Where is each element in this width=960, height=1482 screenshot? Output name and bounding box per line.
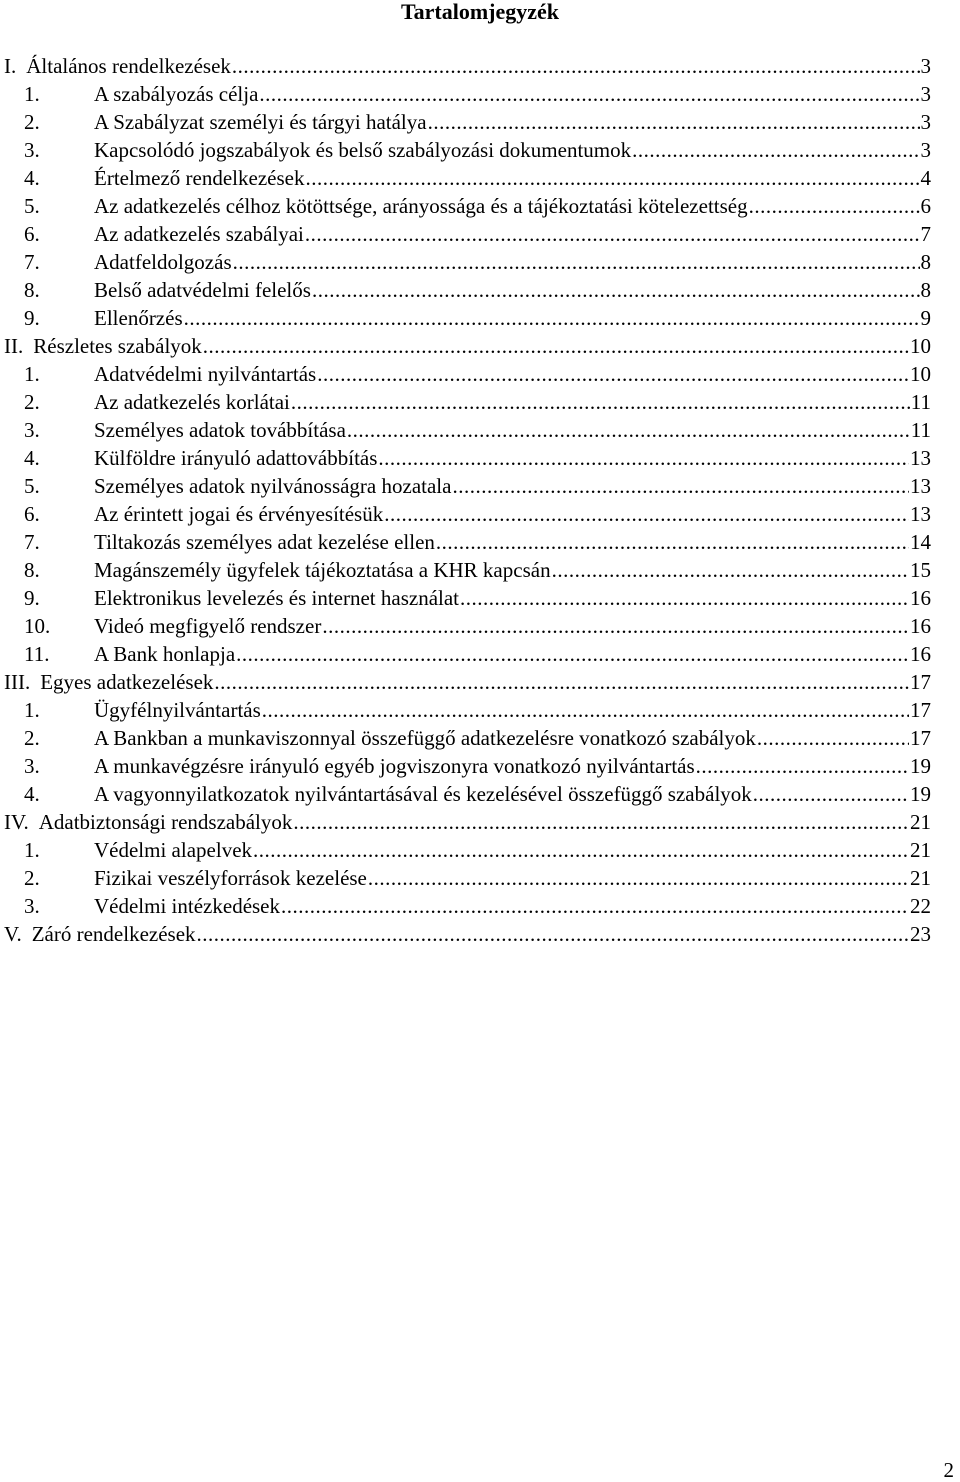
toc-entry-page: 3 — [920, 82, 931, 106]
toc-entry-page: 8 — [920, 250, 931, 274]
toc-leader-dots — [378, 444, 909, 472]
toc-subsection-entry[interactable] — [4, 248, 931, 276]
toc-entry-page: 16 — [910, 642, 931, 666]
toc-entry-page: 19 — [910, 782, 931, 806]
toc-leader-dots — [757, 724, 909, 752]
toc-entry-label: Magánszemély ügyfelek tájékoztatása a KHR kapcsán — [94, 558, 551, 582]
toc-leader-dots — [291, 388, 910, 416]
toc-entry-label: Személyes adatok továbbítása — [94, 418, 346, 442]
toc-entry-label: Az adatkezelés korlátai — [94, 390, 290, 414]
toc-section-entry[interactable] — [4, 808, 931, 836]
toc-entry-page: 13 — [910, 502, 931, 526]
toc-subsection-entry[interactable] — [4, 220, 931, 248]
toc-entry-label: Védelmi alapelvek — [94, 838, 253, 862]
toc-entry-label: Az adatkezelés szabályai — [94, 222, 304, 246]
toc-entry-number: 6. — [24, 222, 40, 246]
toc-entry-number: III. — [4, 670, 31, 694]
toc-entry-page: 21 — [910, 866, 931, 890]
toc-leader-dots — [232, 52, 920, 80]
toc-section-entry[interactable] — [4, 668, 931, 696]
toc-subsection-entry[interactable] — [4, 80, 931, 108]
toc-entry-number: 3. — [24, 894, 40, 918]
toc-leader-dots — [197, 920, 909, 948]
toc-entry-label: Védelmi intézkedések — [94, 894, 281, 918]
toc-entry-number: 4. — [24, 446, 40, 470]
toc-entry-page: 17 — [910, 670, 931, 694]
toc-entry-number: 5. — [24, 474, 40, 498]
toc-entry-number: 1. — [24, 362, 40, 386]
toc-leader-dots — [184, 304, 920, 332]
toc-entry-number: 1. — [24, 698, 40, 722]
toc-entry-page: 11 — [910, 390, 931, 414]
toc-entry-label: Külföldre irányuló adattovábbítás — [94, 446, 378, 470]
toc-leader-dots — [552, 556, 909, 584]
toc-entry-number: 4. — [24, 166, 40, 190]
toc-leader-dots — [262, 696, 909, 724]
toc-entry-label: A munkavégzésre irányuló egyéb jogviszonyra vonatkozó nyilvántartás — [94, 754, 695, 778]
toc-leader-dots — [203, 332, 909, 360]
toc-entry-label: Részletes szabályok — [33, 334, 202, 358]
toc-subsection-entry[interactable] — [4, 444, 931, 472]
toc-entry-page: 8 — [920, 278, 931, 302]
toc-entry-page: 3 — [920, 138, 931, 162]
toc-entry-number: 6. — [24, 502, 40, 526]
toc-subsection-entry[interactable] — [4, 500, 931, 528]
toc-entry-page: 10 — [910, 334, 931, 358]
toc-subsection-entry[interactable] — [4, 640, 931, 668]
toc-entry-page: 16 — [910, 586, 931, 610]
toc-entry-page: 13 — [910, 474, 931, 498]
toc-subsection-entry[interactable] — [4, 528, 931, 556]
toc-leader-dots — [384, 500, 909, 528]
toc-entry-label: Fizikai veszélyforrások kezelése — [94, 866, 367, 890]
toc-subsection-entry[interactable] — [4, 752, 931, 780]
toc-leader-dots — [347, 416, 910, 444]
toc-subsection-entry[interactable] — [4, 360, 931, 388]
toc-entry-page: 23 — [910, 922, 931, 946]
toc-entry-number: 3. — [24, 138, 40, 162]
toc-leader-dots — [696, 752, 909, 780]
toc-leader-dots — [253, 836, 909, 864]
toc-leader-dots — [322, 612, 909, 640]
page-title: Tartalomjegyzék — [400, 0, 560, 24]
toc-entry-number: 2. — [24, 866, 40, 890]
toc-leader-dots — [753, 780, 909, 808]
toc-entry-page: 21 — [910, 838, 931, 862]
toc-entry-page: 4 — [920, 166, 931, 190]
toc-entry-label: Egyes adatkezelések — [40, 670, 214, 694]
toc-entry-label: A szabályozás célja — [94, 82, 259, 106]
toc-entry-number: 3. — [24, 754, 40, 778]
toc-entry-label: A vagyonnyilatkozatok nyilvántartásával és kezelésével összefüggő szabályok — [94, 782, 752, 806]
toc-entry-label: Záró rendelkezések — [31, 922, 196, 946]
toc-leader-dots — [749, 192, 920, 220]
toc-leader-dots — [214, 668, 909, 696]
toc-entry-page: 21 — [910, 810, 931, 834]
toc-subsection-entry[interactable] — [4, 836, 931, 864]
toc-entry-number: 1. — [24, 838, 40, 862]
toc-entry-page: 16 — [910, 614, 931, 638]
toc-leader-dots — [632, 136, 919, 164]
toc-entry-page: 19 — [910, 754, 931, 778]
toc-entry-number: 2. — [24, 110, 40, 134]
toc-entry-label: Adatbiztonsági rendszabályok — [38, 810, 293, 834]
toc-leader-dots — [233, 248, 920, 276]
toc-leader-dots — [317, 360, 909, 388]
toc-entry-number: 8. — [24, 558, 40, 582]
toc-subsection-entry[interactable] — [4, 864, 931, 892]
toc-entry-page: 13 — [910, 446, 931, 470]
toc-subsection-entry[interactable] — [4, 724, 931, 752]
toc-entry-label: Kapcsolódó jogszabályok és belső szabályozási dokumentumok — [94, 138, 632, 162]
toc-leader-dots — [452, 472, 909, 500]
toc-section-entry[interactable] — [4, 52, 931, 80]
toc-section-entry[interactable] — [4, 920, 931, 948]
toc-subsection-entry[interactable] — [4, 388, 931, 416]
toc-subsection-entry[interactable] — [4, 472, 931, 500]
toc-entry-label: Értelmező rendelkezések — [94, 166, 305, 190]
toc-entry-number: 9. — [24, 586, 40, 610]
toc-entry-page: 22 — [910, 894, 931, 918]
toc-leader-dots — [293, 808, 909, 836]
toc-section-entry[interactable] — [4, 332, 931, 360]
toc-entry-label: Az érintett jogai és érvényesítésük — [94, 502, 384, 526]
toc-subsection-entry[interactable] — [4, 780, 931, 808]
toc-entry-page: 7 — [920, 222, 931, 246]
table-of-contents — [4, 52, 931, 948]
toc-entry-label: Adatvédelmi nyilvántartás — [94, 362, 317, 386]
toc-leader-dots — [281, 892, 909, 920]
toc-subsection-entry[interactable] — [4, 416, 931, 444]
toc-subsection-entry[interactable] — [4, 164, 931, 192]
toc-entry-number: 2. — [24, 390, 40, 414]
toc-leader-dots — [305, 164, 919, 192]
toc-subsection-entry[interactable] — [4, 304, 931, 332]
toc-leader-dots — [428, 108, 920, 136]
toc-leader-dots — [236, 640, 909, 668]
toc-entry-label: A Bank honlapja — [94, 642, 236, 666]
toc-entry-number: 7. — [24, 250, 40, 274]
toc-entry-number: II. — [4, 334, 24, 358]
toc-entry-page: 11 — [910, 418, 931, 442]
toc-entry-number: 4. — [24, 782, 40, 806]
toc-entry-label: Általános rendelkezések — [26, 54, 231, 78]
toc-entry-page: 14 — [910, 530, 931, 554]
toc-entry-number: 11. — [24, 642, 50, 666]
toc-subsection-entry[interactable] — [4, 892, 931, 920]
toc-entry-page: 9 — [920, 306, 931, 330]
toc-entry-number: 9. — [24, 306, 40, 330]
toc-leader-dots — [368, 864, 909, 892]
toc-entry-page: 3 — [920, 54, 931, 78]
toc-entry-page: 3 — [920, 110, 931, 134]
toc-subsection-entry[interactable] — [4, 276, 931, 304]
page-number: 2 — [943, 1458, 954, 1482]
toc-subsection-entry[interactable] — [4, 696, 931, 724]
toc-entry-page: 17 — [910, 698, 931, 722]
toc-entry-label: Az adatkezelés célhoz kötöttsége, arányossága és a tájékoztatási kötelezettség — [94, 194, 748, 218]
toc-entry-number: 2. — [24, 726, 40, 750]
toc-entry-number: 1. — [24, 82, 40, 106]
toc-entry-label: A Szabályzat személyi és tárgyi hatálya — [94, 110, 427, 134]
toc-entry-label: A Bankban a munkaviszonnyal összefüggő adatkezelésre vonatkozó szabályok — [94, 726, 756, 750]
toc-entry-number: 10. — [24, 614, 51, 638]
toc-entry-number: 8. — [24, 278, 40, 302]
toc-subsection-entry[interactable] — [4, 556, 931, 584]
toc-entry-number: 7. — [24, 530, 40, 554]
toc-leader-dots — [460, 584, 909, 612]
toc-entry-page: 17 — [910, 726, 931, 750]
toc-entry-number: IV. — [4, 810, 29, 834]
toc-entry-number: 3. — [24, 418, 40, 442]
toc-entry-label: Tiltakozás személyes adat kezelése ellen — [94, 530, 435, 554]
toc-entry-label: Ügyfélnyilvántartás — [94, 698, 261, 722]
toc-leader-dots — [436, 528, 909, 556]
toc-entry-page: 10 — [910, 362, 931, 386]
toc-entry-number: V. — [4, 922, 22, 946]
toc-leader-dots — [305, 220, 920, 248]
toc-subsection-entry[interactable] — [4, 612, 931, 640]
toc-entry-page: 6 — [920, 194, 931, 218]
toc-leader-dots — [312, 276, 920, 304]
toc-subsection-entry[interactable] — [4, 136, 931, 164]
toc-entry-label: Videó megfigyelő rendszer — [94, 614, 322, 638]
toc-entry-label: Belső adatvédelmi felelős — [94, 278, 311, 302]
toc-subsection-entry[interactable] — [4, 192, 931, 220]
toc-leader-dots — [259, 80, 919, 108]
toc-entry-page: 15 — [910, 558, 931, 582]
toc-entry-label: Adatfeldolgozás — [94, 250, 232, 274]
toc-entry-number: 5. — [24, 194, 40, 218]
toc-entry-number: I. — [4, 54, 17, 78]
toc-entry-label: Személyes adatok nyilvánosságra hozatala — [94, 474, 452, 498]
toc-subsection-entry[interactable] — [4, 584, 931, 612]
toc-entry-label: Elektronikus levelezés és internet használat — [94, 586, 460, 610]
toc-subsection-entry[interactable] — [4, 108, 931, 136]
toc-entry-label: Ellenőrzés — [94, 306, 183, 330]
